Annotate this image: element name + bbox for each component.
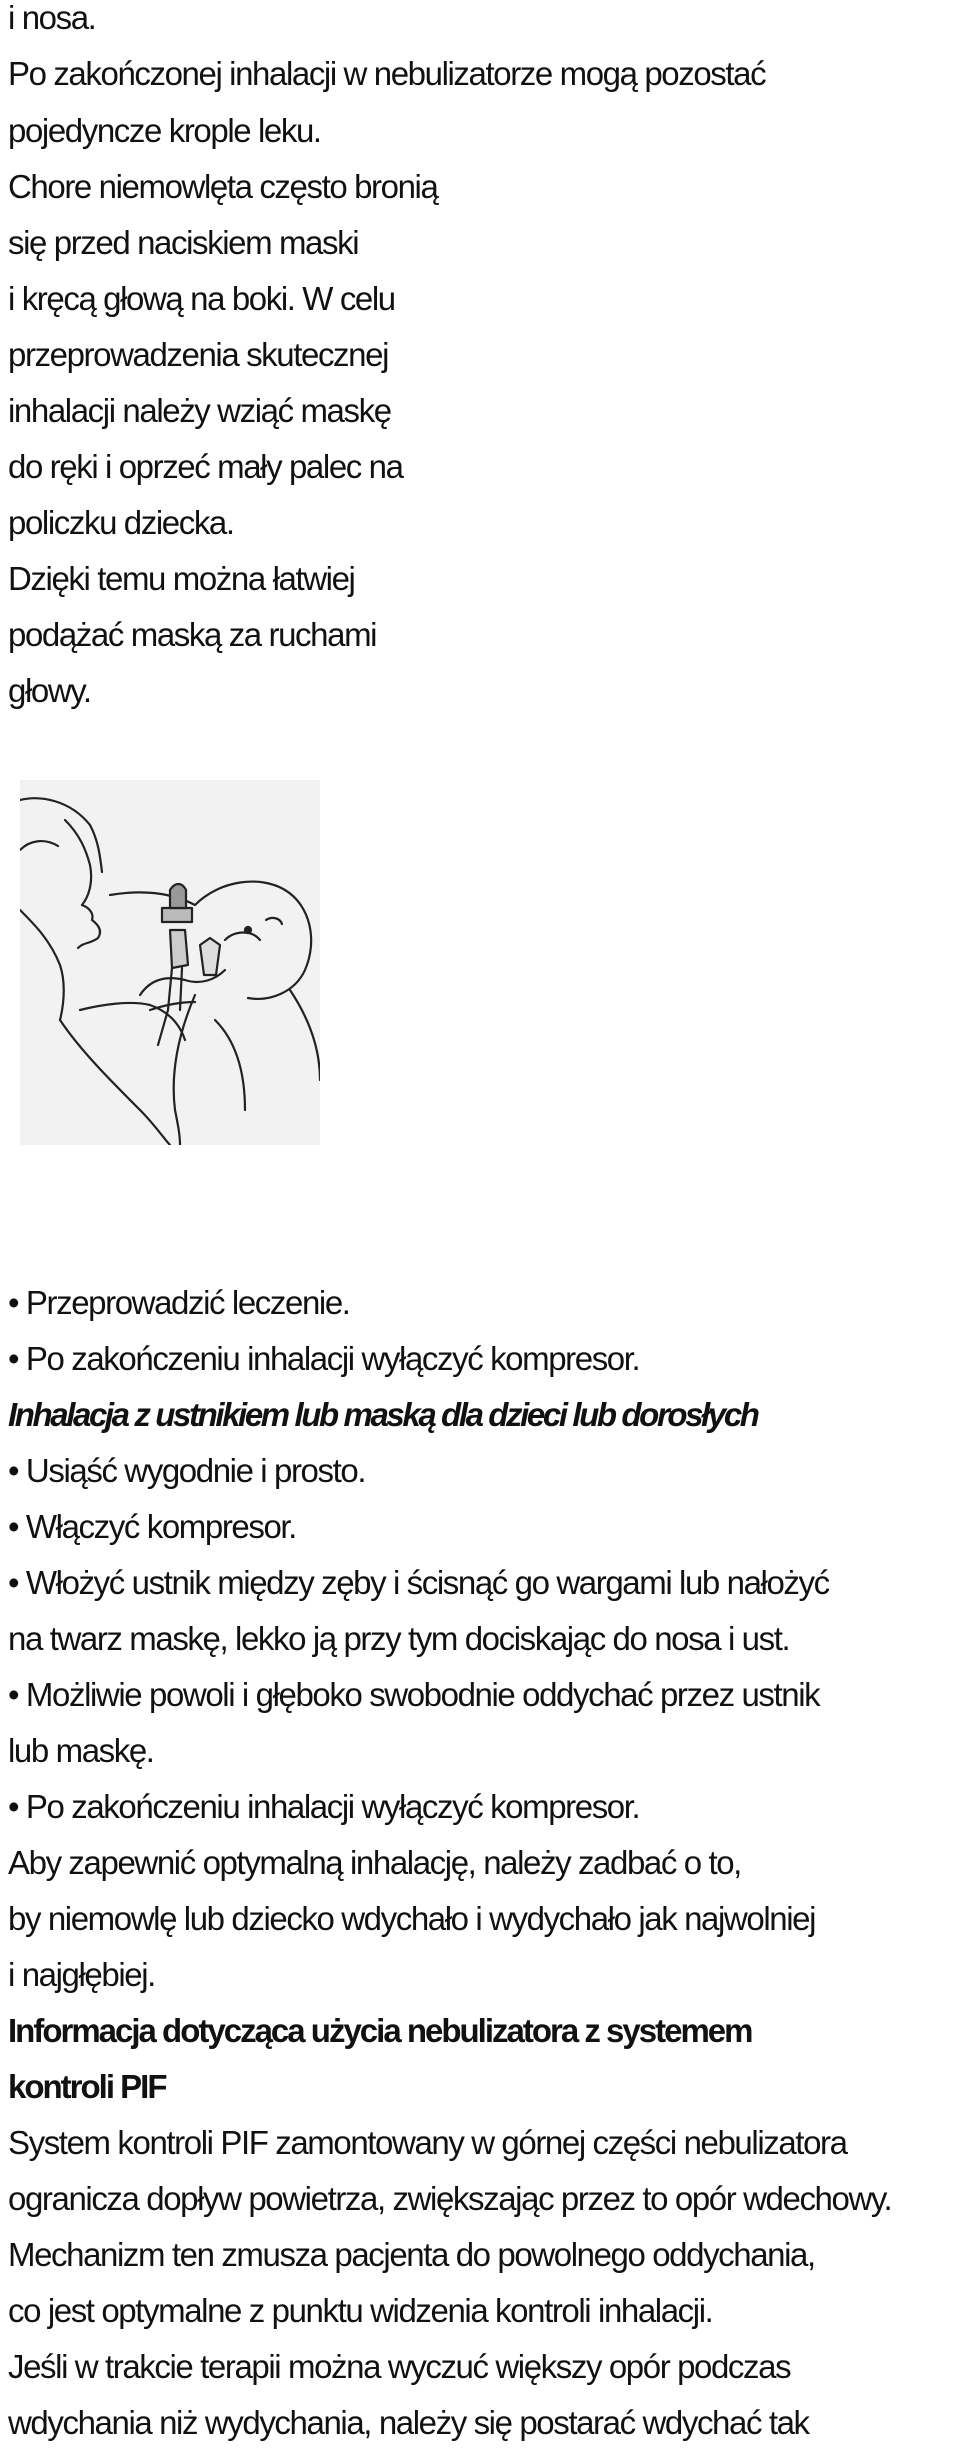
bullet-line: • Usiąść wygodnie i prosto.	[8, 1452, 366, 1489]
mother-baby-mask-drawing	[20, 780, 320, 1145]
intro-line: podążać maską za ruchami	[8, 616, 377, 653]
intro-line: i kręcą głową na boki. W celu	[8, 280, 395, 317]
pif-heading: Informacja dotycząca użycia nebulizatora z systemem	[8, 2012, 752, 2049]
intro-line: pojedyncze krople leku.	[8, 112, 321, 149]
intro-line: głowy.	[8, 672, 91, 709]
paragraph-line: by niemowlę lub dziecko wdychało i wydychało jak najwolniej	[8, 1900, 816, 1937]
intro-line: i nosa.	[8, 0, 96, 36]
intro-line: inhalacji należy wziąć maskę	[8, 392, 391, 429]
bullet-line: • Możliwie powoli i głęboko swobodnie oddychać przez ustnik	[8, 1676, 820, 1713]
bullet-line: na twarz maskę, lekko ją przy tym dociskając do nosa i ust.	[8, 1620, 790, 1657]
intro-line: Dzięki temu można łatwiej	[8, 560, 355, 597]
intro-line: się przed naciskiem maski	[8, 224, 359, 261]
section-heading: Inhalacja z ustnikiem lub maską dla dzieci lub dorosłych	[8, 1396, 758, 1433]
bullet-line: • Włączyć kompresor.	[8, 1508, 296, 1545]
bullet-line: • Po zakończeniu inhalacji wyłączyć kompresor.	[8, 1340, 640, 1377]
intro-line: Chore niemowlęta często bronią	[8, 168, 438, 205]
bullet-line: lub maskę.	[8, 1732, 154, 1769]
inhalation-illustration	[20, 780, 320, 1145]
intro-line: do ręki i oprzeć mały palec na	[8, 448, 403, 485]
bullet-line: • Przeprowadzić leczenie.	[8, 1284, 350, 1321]
intro-line: Po zakończonej inhalacji w nebulizatorze mogą pozostać	[8, 55, 766, 92]
bullet-line: • Po zakończeniu inhalacji wyłączyć kompresor.	[8, 1788, 640, 1825]
paragraph-line: i najgłębiej.	[8, 1956, 155, 1993]
paragraph-line: Jeśli w trakcie terapii można wyczuć większy opór podczas	[8, 2348, 791, 2385]
paragraph-line: ogranicza dopływ powietrza, zwiększając przez to opór wdechowy.	[8, 2180, 892, 2217]
paragraph-line: Aby zapewnić optymalną inhalację, należy zadbać o to,	[8, 1844, 741, 1881]
intro-line: policzku dziecka.	[8, 504, 234, 541]
paragraph-line: System kontroli PIF zamontowany w górnej części nebulizatora	[8, 2124, 847, 2161]
paragraph-line: Mechanizm ten zmusza pacjenta do powolnego oddychania,	[8, 2236, 815, 2273]
intro-line: przeprowadzenia skutecznej	[8, 336, 388, 373]
paragraph-line: wdychania niż wydychania, należy się postarać wdychać tak	[8, 2404, 809, 2441]
paragraph-line: co jest optymalne z punktu widzenia kontroli inhalacji.	[8, 2292, 713, 2329]
bullet-line: • Włożyć ustnik między zęby i ścisnąć go wargami lub nałożyć	[8, 1564, 829, 1601]
pif-heading: kontroli PIF	[8, 2068, 166, 2105]
